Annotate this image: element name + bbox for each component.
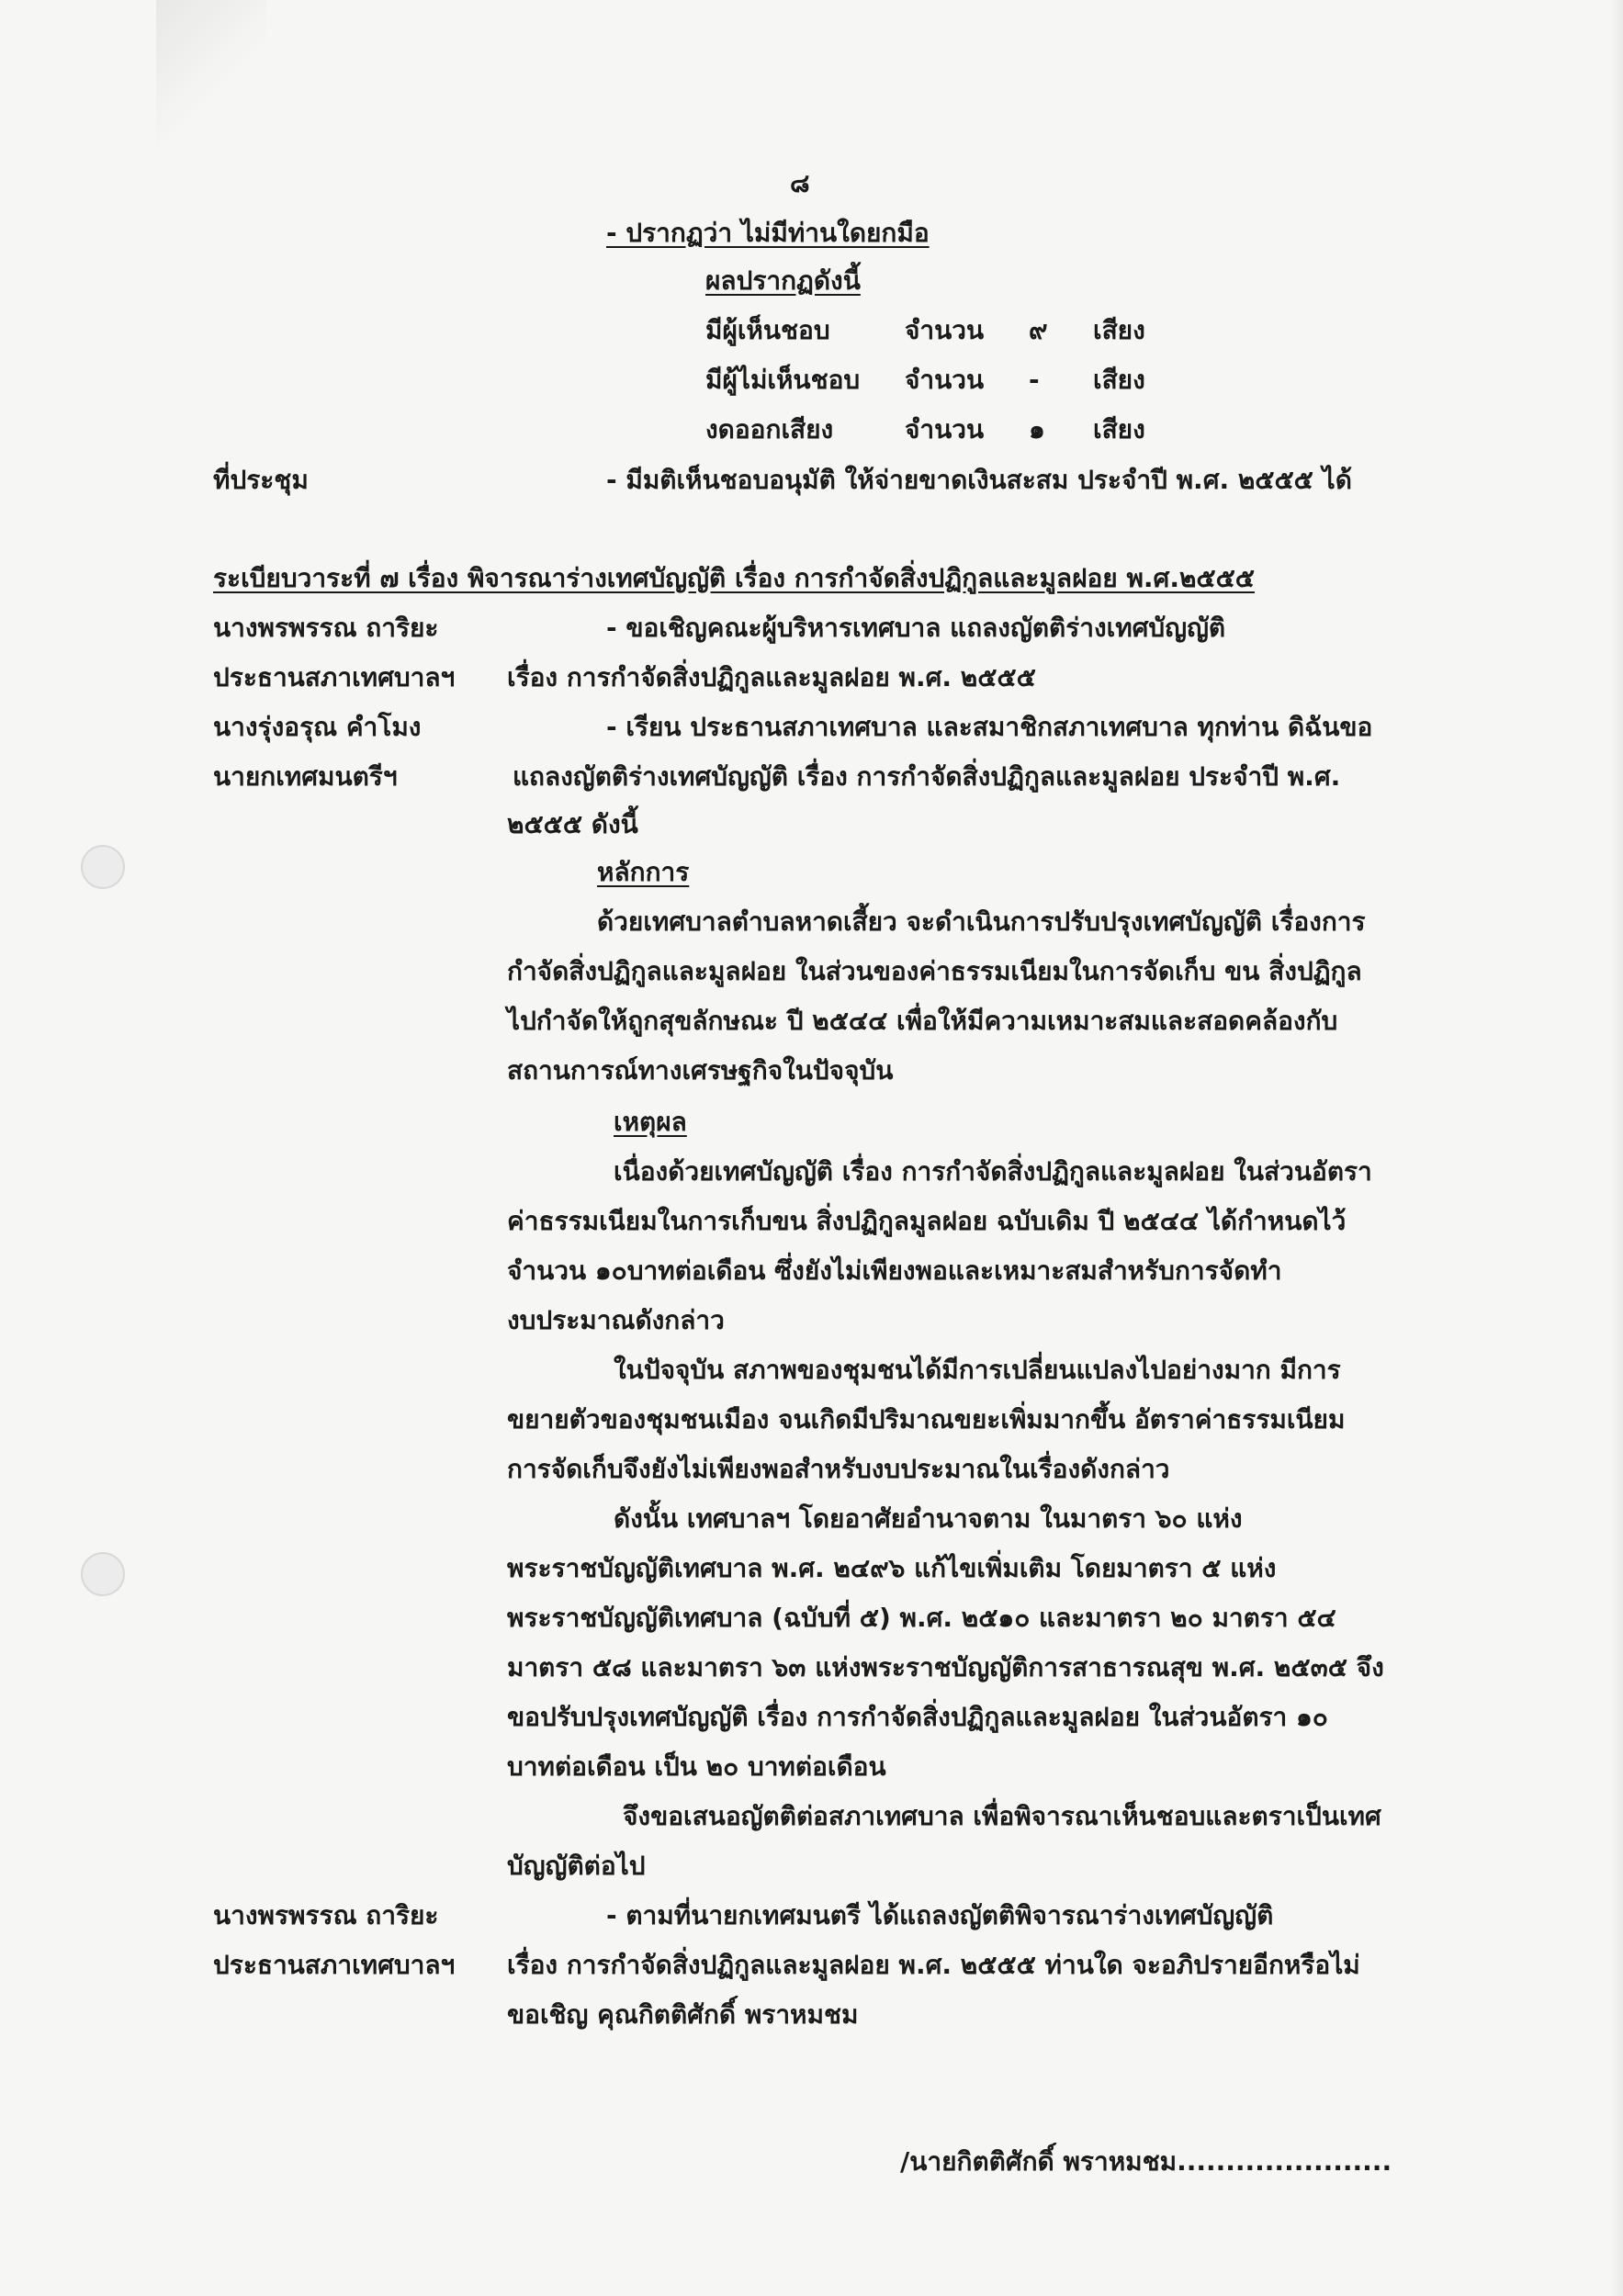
vote-row-label: มีผู้เห็นชอบ [705,315,830,345]
resolution-text: - มีมติเห็นชอบอนุมัติ ให้จ่ายขาดเงินสะสม ประจำปี พ.ศ. ๒๕๕๕ ได้ [606,465,1352,495]
vote-row-unit: เสียง [1093,414,1145,445]
principle-line: ไปกำจัดให้ถูกสุขลักษณะ ปี ๒๕๔๔ เพื่อให้มีความเหมาะสมและสอดคล้องกับ [507,1006,1338,1036]
page-edge-shadow [1610,0,1623,2296]
vote-result-heading: ผลปรากฏดังนี้ [705,265,861,296]
statement-line: ขอเชิญ คุณกิตติศักดิ์ พราหมชม [507,1999,859,2030]
statement-line: - เรียน ประธานสภาเทศบาล และสมาชิกสภาเทศบาล ทุกท่าน ดิฉันขอ [606,712,1373,742]
reason-line: มาตรา ๕๘ และมาตรา ๖๓ แห่งพระราชบัญญัติการสาธารณสุข พ.ศ. ๒๕๓๕ จึง [507,1652,1384,1683]
speaker-role: ประธานสภาเทศบาลฯ [213,1950,456,1980]
reason-line: เนื่องด้วยเทศบัญญัติ เรื่อง การกำจัดสิ่งปฏิกูลและมูลฝอย ในส่วนอัตรา [614,1156,1372,1187]
vote-row-count: ๑ [1029,414,1045,445]
punch-hole [81,845,125,889]
principle-line: สถานการณ์ทางเศรษฐกิจในปัจจุบัน [507,1055,894,1086]
vote-intro: - ปรากฏว่า ไม่มีท่านใดยกมือ [606,218,930,248]
page-number: ๘ [790,168,810,198]
reason-line: ดังนั้น เทศบาลฯ โดยอาศัยอำนาจตาม ในมาตรา ๖๐ แห่ง [614,1503,1243,1534]
vote-row-unit: เสียง [1093,365,1145,395]
statement-line: เรื่อง การกำจัดสิ่งปฏิกูลและมูลฝอย พ.ศ. ๒๕๕๕ ท่านใด จะอภิปรายอีกหรือไม่ [507,1950,1360,1980]
reason-line: ขอปรับปรุงเทศบัญญัติ เรื่อง การกำจัดสิ่งปฏิกูลและมูลฝอย ในส่วนอัตรา ๑๐ [507,1702,1328,1732]
reason-heading: เหตุผล [614,1107,687,1137]
reason-line: พระราชบัญญัติเทศบาล พ.ศ. ๒๔๙๖ แก้ไขเพิ่มเติม โดยมาตรา ๕ แห่ง [507,1553,1277,1583]
statement-line: แถลงญัตติร่างเทศบัญญัติ เรื่อง การกำจัดสิ่งปฏิกูลและมูลฝอย ประจำปี พ.ศ. [513,761,1341,792]
reason-line: การจัดเก็บจึงยังไม่เพียงพอสำหรับงบประมาณในเรื่องดังกล่าว [507,1454,1170,1484]
speaker-name: นางพรพรรณ ถาริยะ [213,613,439,643]
speaker-name: นางรุ่งอรุณ คำโมง [213,712,422,742]
principle-line: ด้วยเทศบาลตำบลหาดเสี้ยว จะดำเนินการปรับปรุงเทศบัญญัติ เรื่องการ [597,906,1366,937]
reason-line: ขยายตัวของชุมชนเมือง จนเกิดมีปริมาณขยะเพิ่มมากขึ้น อัตราค่าธรรมเนียม [507,1404,1346,1435]
principle-line: กำจัดสิ่งปฏิกูลและมูลฝอย ในส่วนของค่าธรรมเนียมในการจัดเก็บ ขน สิ่งปฏิกูล [507,956,1362,986]
punch-hole [81,1552,125,1596]
statement-line: ๒๕๕๕ ดังนี้ [507,809,638,839]
reason-line: จำนวน ๑๐บาทต่อเดือน ซึ่งยังไม่เพียงพอและเหมาะสมสำหรับการจัดทำ [507,1255,1282,1286]
vote-row-count-label: จำนวน [905,414,985,445]
statement-line: เรื่อง การกำจัดสิ่งปฏิกูลและมูลฝอย พ.ศ. ๒๕๕๕ [507,662,1036,692]
vote-row-count-label: จำนวน [905,315,985,345]
reason-line: พระราชบัญญัติเทศบาล (ฉบับที่ ๕) พ.ศ. ๒๕๑๐ และมาตรา ๒๐ มาตรา ๕๔ [507,1603,1336,1633]
continuation-marker: /นายกิตติศักดิ์ พราหมชม...................... [900,2146,1392,2177]
statement-line: - ขอเชิญคณะผู้บริหารเทศบาล แถลงญัตติร่างเทศบัญญัติ [606,613,1226,643]
statement-line: - ตามที่นายกเทศมนตรี ได้แถลงญัตติพิจารณาร่างเทศบัญญัติ [606,1900,1274,1930]
vote-row-count: ๙ [1029,315,1048,345]
reason-line: บาทต่อเดือน เป็น ๒๐ บาทต่อเดือน [507,1751,886,1782]
agenda-heading: ระเบียบวาระที่ ๗ เรื่อง พิจารณาร่างเทศบัญญัติ เรื่อง การกำจัดสิ่งปฏิกูลและมูลฝอย พ.ศ.๒๕๕๕ [213,563,1255,593]
page-fold-shadow [156,0,266,147]
speaker-role: ประธานสภาเทศบาลฯ [213,662,456,692]
speaker-name: ที่ประชุม [213,465,309,495]
vote-row-label: มีผู้ไม่เห็นชอบ [705,365,861,395]
reason-line: ในปัจจุบัน สภาพของชุมชนได้มีการเปลี่ยนแปลงไปอย่างมาก มีการ [614,1355,1341,1385]
vote-row-label: งดออกเสียง [705,414,834,445]
vote-row-unit: เสียง [1093,315,1145,345]
reason-line: บัญญัติต่อไป [507,1851,646,1881]
reason-line: จึงขอเสนอญัตติต่อสภาเทศบาล เพื่อพิจารณาเห็นชอบและตราเป็นเทศ [623,1801,1381,1831]
principle-heading: หลักการ [597,857,690,887]
speaker-name: นางพรพรรณ ถาริยะ [213,1900,439,1930]
speaker-role: นายกเทศมนตรีฯ [213,761,398,792]
reason-line: ค่าธรรมเนียมในการเก็บขน สิ่งปฏิกูลมูลฝอย ฉบับเดิม ปี ๒๕๔๔ ได้กำหนดไว้ [507,1206,1347,1236]
reason-line: งบประมาณดังกล่าว [507,1305,725,1335]
vote-row-count: - [1029,365,1040,395]
vote-row-count-label: จำนวน [905,365,985,395]
